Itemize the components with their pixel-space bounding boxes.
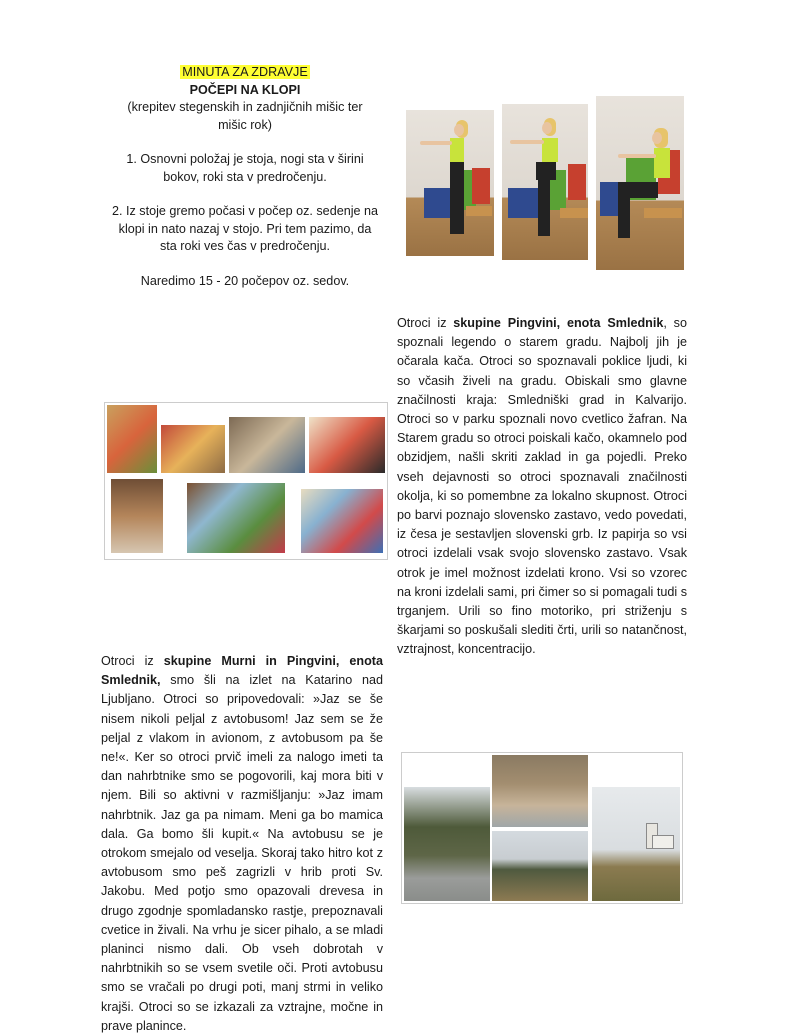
article-murni [101,652,383,1036]
exercise-photo-seated [596,96,684,270]
health-minute-block [110,64,380,290]
step-1-line-1: 1. Osnovni položaj je stoja, nogi sta v širini [126,152,364,166]
step-2-line-1: 2. Iz stoje gremo počasi v počep oz. sedenje na [111,204,379,218]
article-pingvini [397,314,687,660]
exercise-photo-standing [406,110,494,256]
article-murni-group: skupine Murni in Pingvini, enota Smlednik, [101,654,383,688]
exercise-subtitle-1: (krepitev stegenskih in zadnjičnih mišic ter [127,100,363,114]
exercise-subtitle-2: mišic rok) [218,117,272,132]
step-2-line-3: sta roki ves čas v predročenju. [159,239,331,253]
article-murni-body: smo šli na izlet na Katarino nad Ljubljano. Otroci so pripovedovali: »Jaz se še nisem nikoli peljal z avtobusom! Jaz sem se že peljal z vlakom in avionom, z avtobusom pa še ne!«. Ker so otroci prvič imeli za nalogo imeti ta dan nahrbtnike smo se pogovorili, kaj mora biti v njem. Bili so aktivni v razmišljanju: »Jaz imam nahrbtnik. Jaz ga pa nimam. Meni ga bo mamica dala. Ga bomo šli kupit.« Na avtobusu se je otrokom smejalo od veselja. Skoraj tako hitro kot z avtobusom smo peš zagrizli v hrib proti Sv. Jakobu. Med potjo smo opazovali drevesa in drugo zgodnje spomladansko rastje, prepoznavali cvetice in živali. Na vrhu je sicer pihalo, a se mladi planinci nismo dali. Ob vseh dobrotah v nahrbtnikih so se vsem svetile oči. Proti avtobusu smo se vračali po drugi poti, manj strmi in veliko krajši. Otroci so se izkazali za vztrajne, močne in prave planince. [101,673,383,1033]
exercise-title: POČEPI NA KLOPI [189,82,301,97]
exercise-photo-mid-squat [502,104,588,260]
article-pingvini-intro: Otroci iz [397,316,454,330]
step-2-line-2: klopi in nato nazaj v stojo. Pri tem pazimo, da [118,221,372,236]
photo-collage-katarina-trip [401,752,683,904]
article-pingvini-body: , so spoznali legendo o starem gradu. Najbolj jih je očarala kača. Otroci so spoznavali poklice ljudi, ki so včasih živeli na gradu. Obiskali smo glavne značilnosti kraja: Smledniški grad in Kalvarijo. Otroci so v parku spoznali novo cvetlico žafran. Na Starem gradu so otroci poiskali kačo, okamnelo pod obzidjem, našli skriti zaklad in ga pojedli. Preko vseh dejavnosti so otroci spoznavali značilnosti okolja, ki so pomembne za lokalno skupnost. Otroci po barvi poznajo slovensko zastavo, vedo povedati, iz česa je sestavljen slovenski grb. Iz papirja so vsi otroci izdelali vsak svojo slovensko zastavo. Vsak otrok je imel možnost izdelati krono. Vsi so vzorec na kroni izdelali sami, pri čimer so si pomagali tudi s trganjem. Urili so fino motoriko, pri striženju s škarjami so poskušali slediti črti, urili so natančnost, vztrajnost, koncentracijo. [397,316,687,657]
article-murni-intro: Otroci iz [101,654,164,668]
health-heading: MINUTA ZA ZDRAVJE [182,65,308,79]
photo-collage-castle-activities [104,402,388,560]
article-pingvini-group: skupine Pingvini, enota Smlednik [453,316,664,330]
step-1-line-2: bokov, roki sta v predročenju. [163,169,327,184]
repetitions: Naredimo 15 - 20 počepov oz. sedov. [140,273,350,288]
